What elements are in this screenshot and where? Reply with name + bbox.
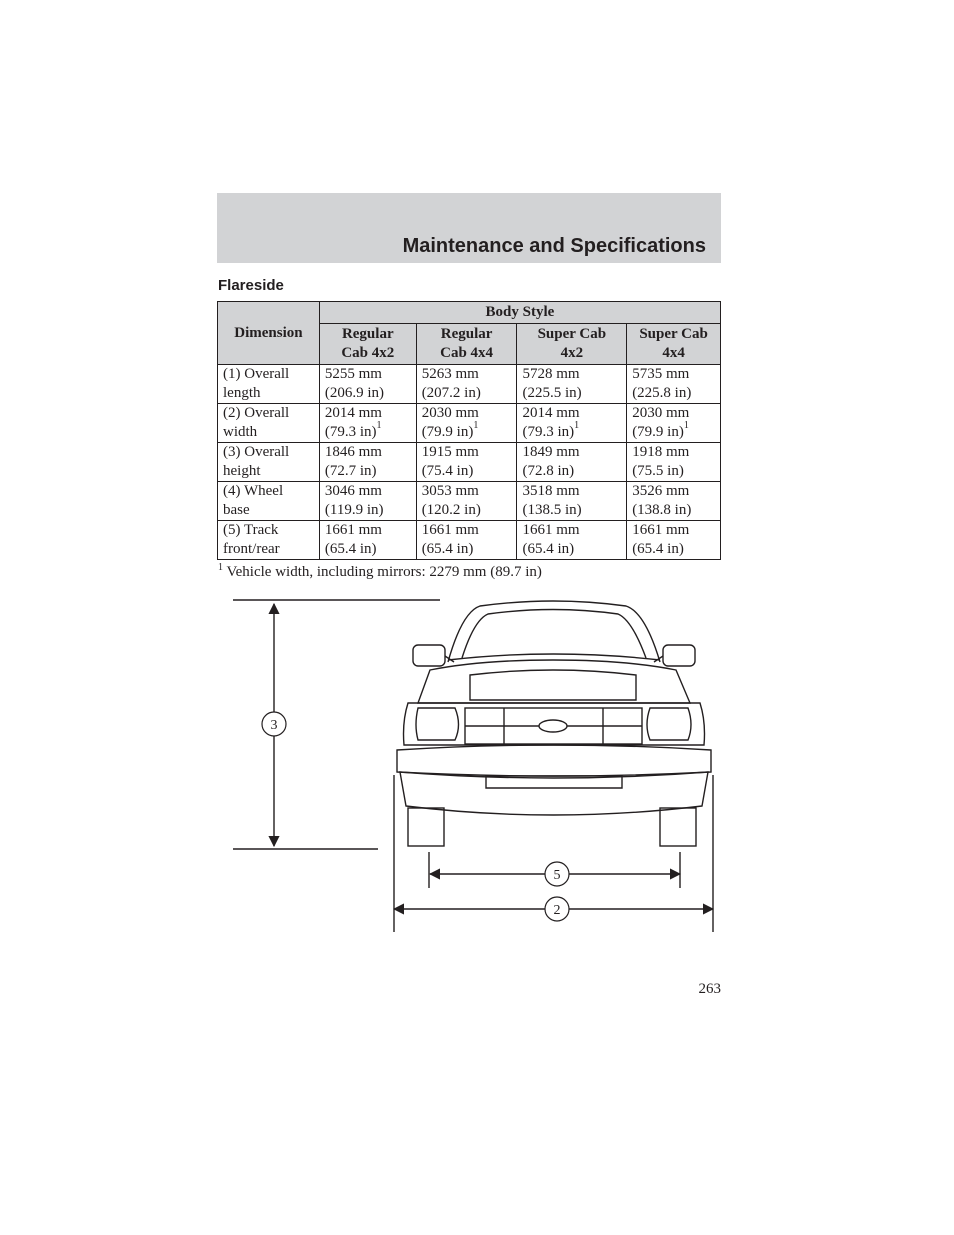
table-cell: 3046 mm (119.9 in) bbox=[319, 482, 416, 521]
footnote-marker: 1 bbox=[218, 562, 223, 573]
footnote-ref: 1 bbox=[376, 420, 382, 431]
table-cell: 1661 mm (65.4 in) bbox=[319, 521, 416, 560]
table-cell: 5735 mm (225.8 in) bbox=[627, 365, 721, 404]
column-header: Super Cab 4x2 bbox=[517, 324, 627, 365]
footnote-ref: 1 bbox=[574, 420, 580, 431]
footnote bbox=[218, 562, 542, 581]
truck-front-dimension-diagram bbox=[0, 590, 954, 940]
table-cell: 1661 mm (65.4 in) bbox=[517, 521, 627, 560]
table-cell: 5728 mm (225.5 in) bbox=[517, 365, 627, 404]
table-cell: 3518 mm (138.5 in) bbox=[517, 482, 627, 521]
table-row bbox=[218, 443, 721, 482]
table-cell: 1661 mm (65.4 in) bbox=[416, 521, 517, 560]
column-header: Super Cab 4x4 bbox=[627, 324, 721, 365]
dimensions-table bbox=[217, 301, 721, 560]
table-cell: 5255 mm (206.9 in) bbox=[319, 365, 416, 404]
footnote-text: Vehicle width, including mirrors: 2279 mm (89.7 in) bbox=[223, 564, 542, 580]
column-header: Regular Cab 4x2 bbox=[319, 324, 416, 365]
column-header: Regular Cab 4x4 bbox=[416, 324, 517, 365]
table-cell: 1915 mm (75.4 in) bbox=[416, 443, 517, 482]
section-header-band bbox=[217, 193, 721, 263]
footnote-ref: 1 bbox=[683, 420, 689, 431]
section-title: Flareside bbox=[218, 277, 284, 294]
row-label: (3) Overall height bbox=[218, 443, 320, 482]
callout-height-label: 3 bbox=[270, 718, 278, 733]
body-style-header: Body Style bbox=[319, 302, 720, 324]
page-title: Maintenance and Specifications bbox=[402, 235, 706, 257]
table-cell: 1849 mm (72.8 in) bbox=[517, 443, 627, 482]
row-label: (5) Track front/rear bbox=[218, 521, 320, 560]
table-cell: 3526 mm (138.8 in) bbox=[627, 482, 721, 521]
table-cell: 1846 mm (72.7 in) bbox=[319, 443, 416, 482]
table-row bbox=[218, 365, 721, 404]
table-row bbox=[218, 482, 721, 521]
table-cell: 5263 mm (207.2 in) bbox=[416, 365, 517, 404]
dimension-header: Dimension bbox=[218, 302, 320, 365]
truck-front-drawing bbox=[397, 601, 711, 846]
table-cell: 2030 mm (79.9 in)$^1$ bbox=[627, 404, 721, 443]
table-cell: 2014 mm (79.3 in)$^1$ bbox=[517, 404, 627, 443]
row-label: (4) Wheel base bbox=[218, 482, 320, 521]
page-number: 263 bbox=[698, 981, 721, 997]
callout-track-label: 5 bbox=[553, 868, 561, 883]
table-cell: 3053 mm (120.2 in) bbox=[416, 482, 517, 521]
row-label: (1) Overall length bbox=[218, 365, 320, 404]
table-cell: 1918 mm (75.5 in) bbox=[627, 443, 721, 482]
table-cell: 2030 mm (79.9 in)$^1$ bbox=[416, 404, 517, 443]
table-cell: 1661 mm (65.4 in) bbox=[627, 521, 721, 560]
callout-width-label: 2 bbox=[553, 903, 561, 918]
table-row bbox=[218, 404, 721, 443]
footnote-ref: 1 bbox=[473, 420, 479, 431]
table-cell: 2014 mm (79.3 in)$^1$ bbox=[319, 404, 416, 443]
row-label: (2) Overall width bbox=[218, 404, 320, 443]
table-row bbox=[218, 521, 721, 560]
